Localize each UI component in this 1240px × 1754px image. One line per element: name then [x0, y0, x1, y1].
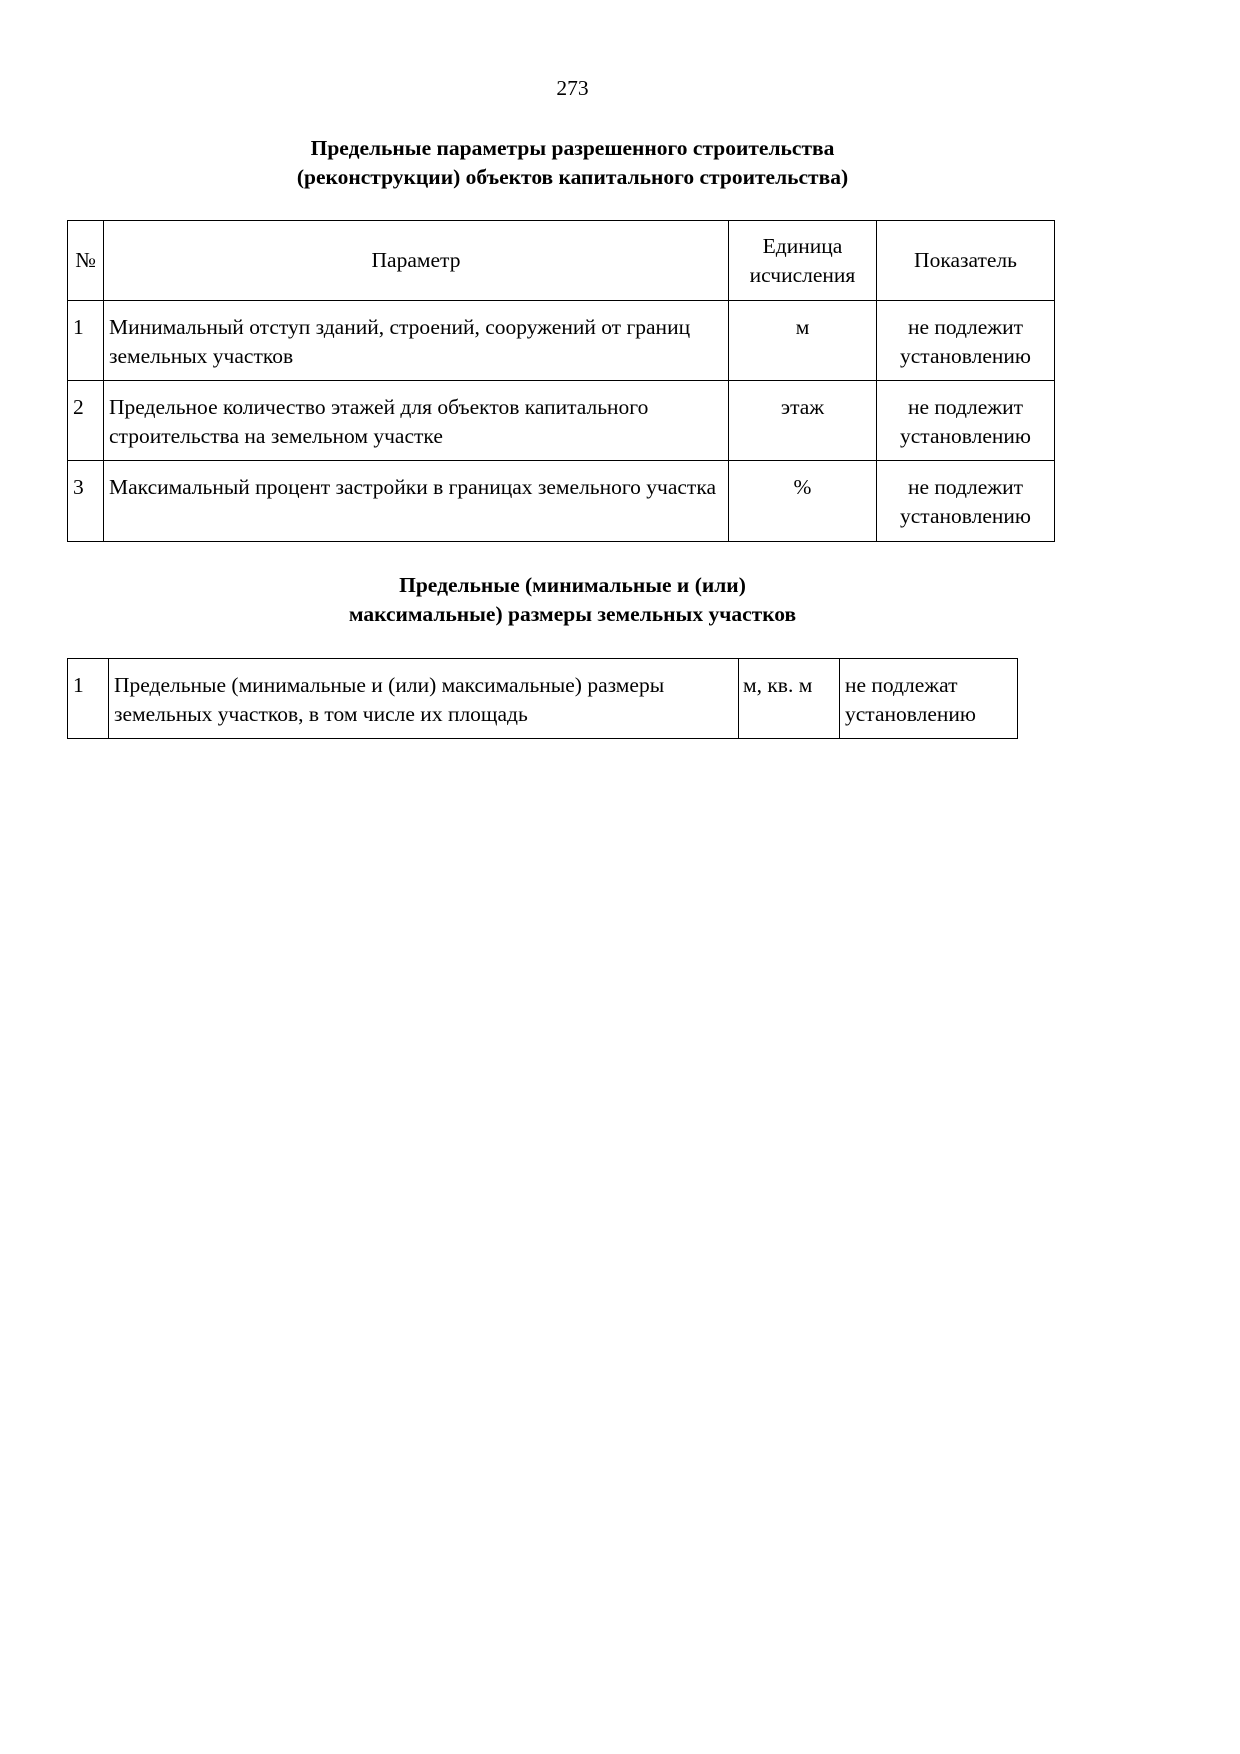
row-unit: этаж [729, 381, 877, 461]
table-row [68, 659, 1018, 739]
row-number: 2 [68, 381, 104, 461]
row-parameter: Минимальный отступ зданий, строений, сооружений от границ земельных участков [104, 301, 729, 381]
section2-title [0, 571, 1145, 629]
building-parameters-table [67, 220, 1055, 542]
row-number: 3 [68, 461, 104, 542]
header-number: № [68, 221, 104, 301]
table-row [68, 381, 1055, 461]
row-parameter: Максимальный процент застройки в границах земельного участка [104, 461, 729, 542]
row-number: 1 [68, 301, 104, 381]
section1-title-line: (реконструкции) объектов капитального строительства) [296, 165, 849, 189]
row-parameter: Предельные (минимальные и (или) максимальные) размеры земельных участков, в том числе их площадь [109, 659, 739, 739]
section2-title-line: Предельные (минимальные и (или) [399, 573, 746, 597]
row-value: не подлежит установлению [877, 461, 1055, 542]
row-value: не подлежит установлению [877, 381, 1055, 461]
table-row [68, 301, 1055, 381]
page-number: 273 [556, 76, 589, 100]
header-unit: Единица исчисления [729, 221, 877, 301]
table-row [68, 461, 1055, 542]
row-value: не подлежит установлению [877, 301, 1055, 381]
section1-title [0, 134, 1145, 192]
section2-title-line: максимальные) размеры земельных участков [348, 602, 797, 626]
row-value: не подлежат установлению [840, 659, 1018, 739]
row-unit: м [729, 301, 877, 381]
row-parameter: Предельное количество этажей для объектов капитального строительства на земельном участке [104, 381, 729, 461]
row-number: 1 [68, 659, 109, 739]
header-parameter: Параметр [104, 221, 729, 301]
table-header-row [68, 221, 1055, 301]
header-value: Показатель [877, 221, 1055, 301]
land-plot-size-table [67, 658, 1018, 739]
row-unit: % [729, 461, 877, 542]
section1-title-line: Предельные параметры разрешенного строительства [310, 136, 835, 160]
row-unit: м, кв. м [739, 659, 840, 739]
